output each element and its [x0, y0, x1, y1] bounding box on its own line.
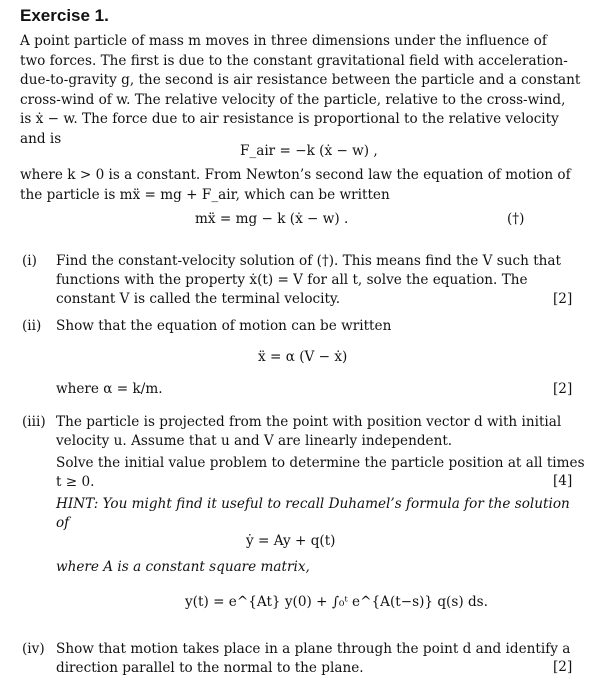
- newton-paragraph: [20, 166, 571, 205]
- solve-line: Solve the initial value problem to determine the particle position at all times: [56, 455, 585, 471]
- hint-line: of: [56, 515, 70, 531]
- item-line: Show that the equation of motion can be written: [56, 318, 392, 334]
- intro-line: A point particle of mass m moves in three dimensions under the influence of: [20, 33, 547, 49]
- item-line: direction parallel to the normal to the plane.: [56, 660, 364, 676]
- item-line: The particle is projected from the point with position vector d with initial: [56, 414, 562, 430]
- item-body: [56, 317, 526, 336]
- marks-badge: [2]: [553, 381, 573, 397]
- item-line: functions with the property ẋ(t) = V for all t, solve the equation. The: [56, 272, 528, 288]
- intro-line: and is: [20, 130, 62, 147]
- hint-paragraph: [56, 495, 570, 533]
- equation-tag: (†): [507, 211, 525, 227]
- item-line: Find the constant-velocity solution of (†). This means find the V such that: [56, 253, 561, 269]
- exercise-title: Exercise 1.: [20, 6, 109, 25]
- item-line: constant V is called the terminal velocity.: [56, 291, 341, 307]
- solve-line: t ≥ 0.: [56, 474, 95, 490]
- newton-line: the particle is mẍ = mg + F_air, which can be written: [20, 186, 390, 203]
- item-number: (iv): [22, 641, 45, 657]
- item-body: [56, 640, 571, 678]
- intro-paragraph: [20, 32, 581, 149]
- marks-badge: [2]: [553, 291, 573, 307]
- item-line: Show that motion takes place in a plane through the point d and identify a: [56, 641, 571, 657]
- intro-line: is ẋ − w. The force due to air resistance is proportional to the relative velocity: [20, 111, 559, 127]
- item-number: (ii): [22, 318, 42, 334]
- motion-equation: mẍ = mg − k (ẋ − w) .: [195, 211, 349, 227]
- item-body: [56, 413, 562, 451]
- duhamel-formula: y(t) = e^{At} y(0) + ∫₀ᵗ e^{A(t−s)} q(s) ds.: [185, 594, 488, 610]
- marks-badge: [4]: [553, 473, 573, 489]
- intro-line: cross-wind of w. The relative velocity of the particle, relative to the cross-wind,: [20, 91, 566, 108]
- intro-line: due-to-gravity g, the second is air resistance between the particle and a constant: [20, 72, 581, 88]
- item-ii-note: where α = k/m.: [56, 381, 163, 397]
- hint-equation: ẏ = Ay + q(t): [246, 533, 336, 549]
- hint-line: HINT: You might find it useful to recall Duhamel’s formula for the solution: [56, 496, 570, 512]
- intro-line: two forces. The first is due to the constant gravitational field with acceleration-: [20, 52, 568, 69]
- item-line: velocity u. Assume that u and V are linearly independent.: [56, 433, 453, 449]
- item-ii-equation: ẍ = α (V − ẋ): [258, 349, 348, 365]
- solve-paragraph: [56, 454, 585, 492]
- hint-note: where A is a constant square matrix,: [56, 559, 310, 575]
- newton-line: where k > 0 is a constant. From Newton’s second law the equation of motion of: [20, 167, 571, 183]
- item-body: [56, 252, 561, 309]
- air-resistance-equation: F_air = −k (ẋ − w) ,: [240, 143, 378, 159]
- item-number: (i): [22, 253, 37, 269]
- item-number: (iii): [22, 414, 46, 430]
- marks-badge: [2]: [553, 659, 573, 675]
